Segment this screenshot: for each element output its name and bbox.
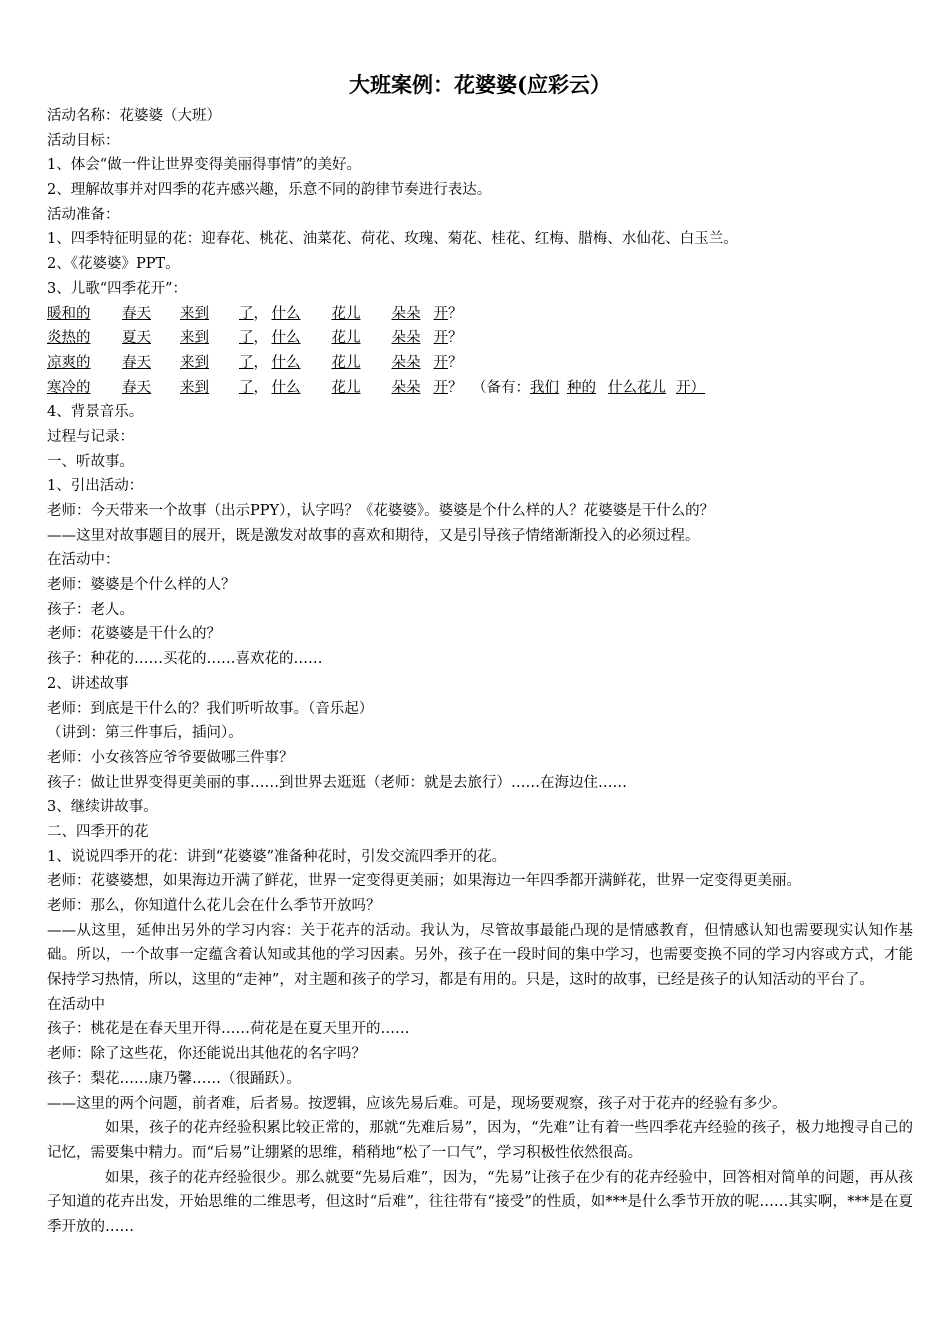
text-line: 孩子：桃花是在春天里开得……荷花是在夏天里开的……	[47, 1021, 410, 1038]
song-word: 了	[239, 354, 254, 371]
commentary-paragraph: 如果，孩子的花卉经验很少。那么就要“先易后难”，因为，“先易”让孩子在少有的花卉经验中，回答相对简单的问题，再从孩子知道的花卉出发，开始思维的二维思考，但这时“后难”，往往带有“接受”的性质，如***是什么季节开放的呢……其实啊，***是在夏季开放的……	[47, 1169, 913, 1236]
song-word: 夏天	[122, 330, 151, 347]
text-line: 2、《花婆婆》PPT。	[47, 256, 180, 273]
song-line	[47, 326, 913, 351]
document-page	[47, 68, 913, 1240]
text-line: ——这里的两个问题，前者难，后者易。按逻辑，应该先易后难。可是，现场要观察，孩子对于花卉的经验有多少。	[47, 1095, 787, 1112]
document-title: 大班案例：花婆婆(应彩云）	[349, 72, 611, 97]
song-word: 开	[433, 379, 448, 396]
song-word: 暖和的	[47, 305, 91, 322]
song-punct: ，	[253, 379, 268, 396]
song-word: 花儿	[331, 354, 361, 371]
text-line: 在活动中	[47, 996, 105, 1013]
text-line: 1、说说四季开的花：讲到“花婆婆”准备种花时，引发交流四季开的花。	[47, 848, 507, 865]
song-note-word: 开）	[676, 379, 705, 396]
text-line: 老师：那么，你知道什么花儿会在什么季节开放吗？	[47, 898, 381, 914]
text-line: 老师：花婆婆是干什么的？	[47, 626, 221, 643]
text-line: 1、四季特征明显的花：迎春花、桃花、油菜花、荷花、玫瑰、菊花、桂花、红梅、腊梅、水仙花、白玉兰。	[47, 231, 738, 248]
song-word: 朵朵	[391, 379, 421, 396]
text-line: 老师：小女孩答应爷爷要做哪三件事？	[47, 749, 294, 766]
song-word: 凉爽的	[47, 354, 91, 371]
text-line: 孩子：做让世界变得更美丽的事……到世界去逛逛（老师：就是去旅行）……在海边住……	[47, 774, 627, 791]
text-line: 老师：除了这些花，你还能说出其他花的名字吗？	[47, 1046, 366, 1063]
song-word: 什么	[271, 379, 301, 396]
song-punct: ，	[253, 330, 268, 347]
song-word: 来到	[180, 354, 209, 371]
song-word: 花儿	[331, 379, 361, 396]
song-punct: ，	[253, 305, 268, 322]
song-word: 开	[433, 354, 448, 371]
song-line	[47, 302, 913, 327]
song-word: 了	[239, 330, 254, 347]
song-word: 朵朵	[391, 354, 421, 371]
song-punct: ？	[448, 330, 463, 347]
text-line: 老师：今天带来一个故事（出示PPY），认字吗？《花婆婆》。婆婆是个什么样的人？花婆婆是干什么的？	[47, 503, 715, 519]
song-punct: ？	[448, 379, 463, 396]
song-punct: ，	[253, 354, 268, 371]
text-line: 二、四季开的花	[47, 823, 149, 840]
text-line: 1、体会“做一件让世界变得美丽得事情”的美好。	[47, 157, 362, 174]
text-line: 活动名称：花婆婆（大班）	[47, 108, 221, 124]
song-word: 春天	[122, 305, 151, 322]
song-word: 花儿	[331, 305, 361, 322]
text-line: 孩子：梨花……康乃馨……（很踊跃）。	[47, 1070, 301, 1087]
text-line: 过程与记录：	[47, 428, 134, 445]
song-punct: ？	[448, 305, 463, 322]
song-note-word: 我们	[530, 379, 559, 396]
song-word: 春天	[122, 379, 151, 396]
song-word: 什么	[271, 354, 301, 371]
song-word: 炎热的	[47, 330, 91, 347]
text-line: 老师：到底是干什么的？我们听听故事。（音乐起）	[47, 700, 374, 717]
text-line: 2、理解故事并对四季的花卉感兴趣，乐意不同的韵律节奏进行表达。	[47, 182, 492, 199]
text-line: 4、背景音乐。	[47, 404, 144, 421]
song-word: 朵朵	[391, 305, 421, 322]
song-word: 来到	[180, 330, 209, 347]
text-line: 老师：婆婆是个什么样的人？	[47, 577, 236, 594]
song-word: 什么	[271, 305, 301, 322]
text-line: ——这里对故事题目的展开，既是激发对故事的喜欢和期待，又是引导孩子情绪渐渐投入的必须过程。	[47, 527, 700, 544]
text-line: 1、引出活动：	[47, 478, 144, 495]
text-line: 在活动中：	[47, 552, 120, 569]
commentary-paragraph: 如果，孩子的花卉经验积累比较正常的，那就“先难后易”，因为，“先难”让有着一些四季花卉经验的孩子，极力地搜寻自己的记忆，需要集中精力。而“后易”让绷紧的思维，稍稍地“松了一口气”，学习积极性依然很高。	[47, 1120, 913, 1161]
song-word: 开	[433, 305, 448, 322]
song-word: 什么	[271, 330, 301, 347]
text-line: 活动准备：	[47, 206, 120, 223]
text-line: 孩子：种花的……买花的……喜欢花的……	[47, 651, 323, 668]
song-word: 来到	[180, 305, 209, 322]
song-word: 开	[433, 330, 448, 347]
text-line: 3、继续讲故事。	[47, 799, 158, 816]
text-line: （讲到：第三件事后，插问）。	[47, 725, 243, 742]
song-line	[47, 376, 913, 401]
song-word: 了	[239, 379, 254, 396]
commentary-paragraph: ——从这里，延伸出另外的学习内容：关于花卉的活动。我认为，尽管故事最能凸现的是情感教育，但情感认知也需要现实认知作基础。所以，一个故事一定蕴含着认知或其他的学习因素。另外，孩子在一段时间的集中学习，也需要变换不同的学习内容或方式，才能保持学习热情，所以，这里的“走神”，对主题和孩子的学习，都是有用的。只是，这时的故事，已经是孩子的认知活动的平台了。	[47, 922, 913, 989]
song-word: 花儿	[331, 330, 361, 347]
song-line	[47, 351, 913, 376]
song-note-word: 种的	[567, 379, 596, 396]
text-line: 孩子：老人。	[47, 601, 134, 618]
text-line: 老师：花婆婆想，如果海边开满了鲜花，世界一定变得更美丽；如果海边一年四季都开满鲜花，世界一定变得更美丽。	[47, 873, 801, 890]
text-line: 3、儿歌“四季花开”：	[47, 280, 188, 297]
song-word: 了	[239, 305, 254, 322]
text-line: 一、听故事。	[47, 453, 134, 470]
song-punct: ？	[448, 354, 463, 371]
text-line: 2、讲述故事	[47, 675, 129, 692]
song-note-word: 什么花儿	[608, 379, 666, 396]
song-word: 来到	[180, 379, 209, 396]
song-word: 朵朵	[391, 330, 421, 347]
song-word: 春天	[122, 354, 151, 371]
text-line: 活动目标：	[47, 132, 120, 149]
song-note-open: （备有：	[472, 379, 530, 396]
song-word: 寒冷的	[47, 379, 91, 396]
